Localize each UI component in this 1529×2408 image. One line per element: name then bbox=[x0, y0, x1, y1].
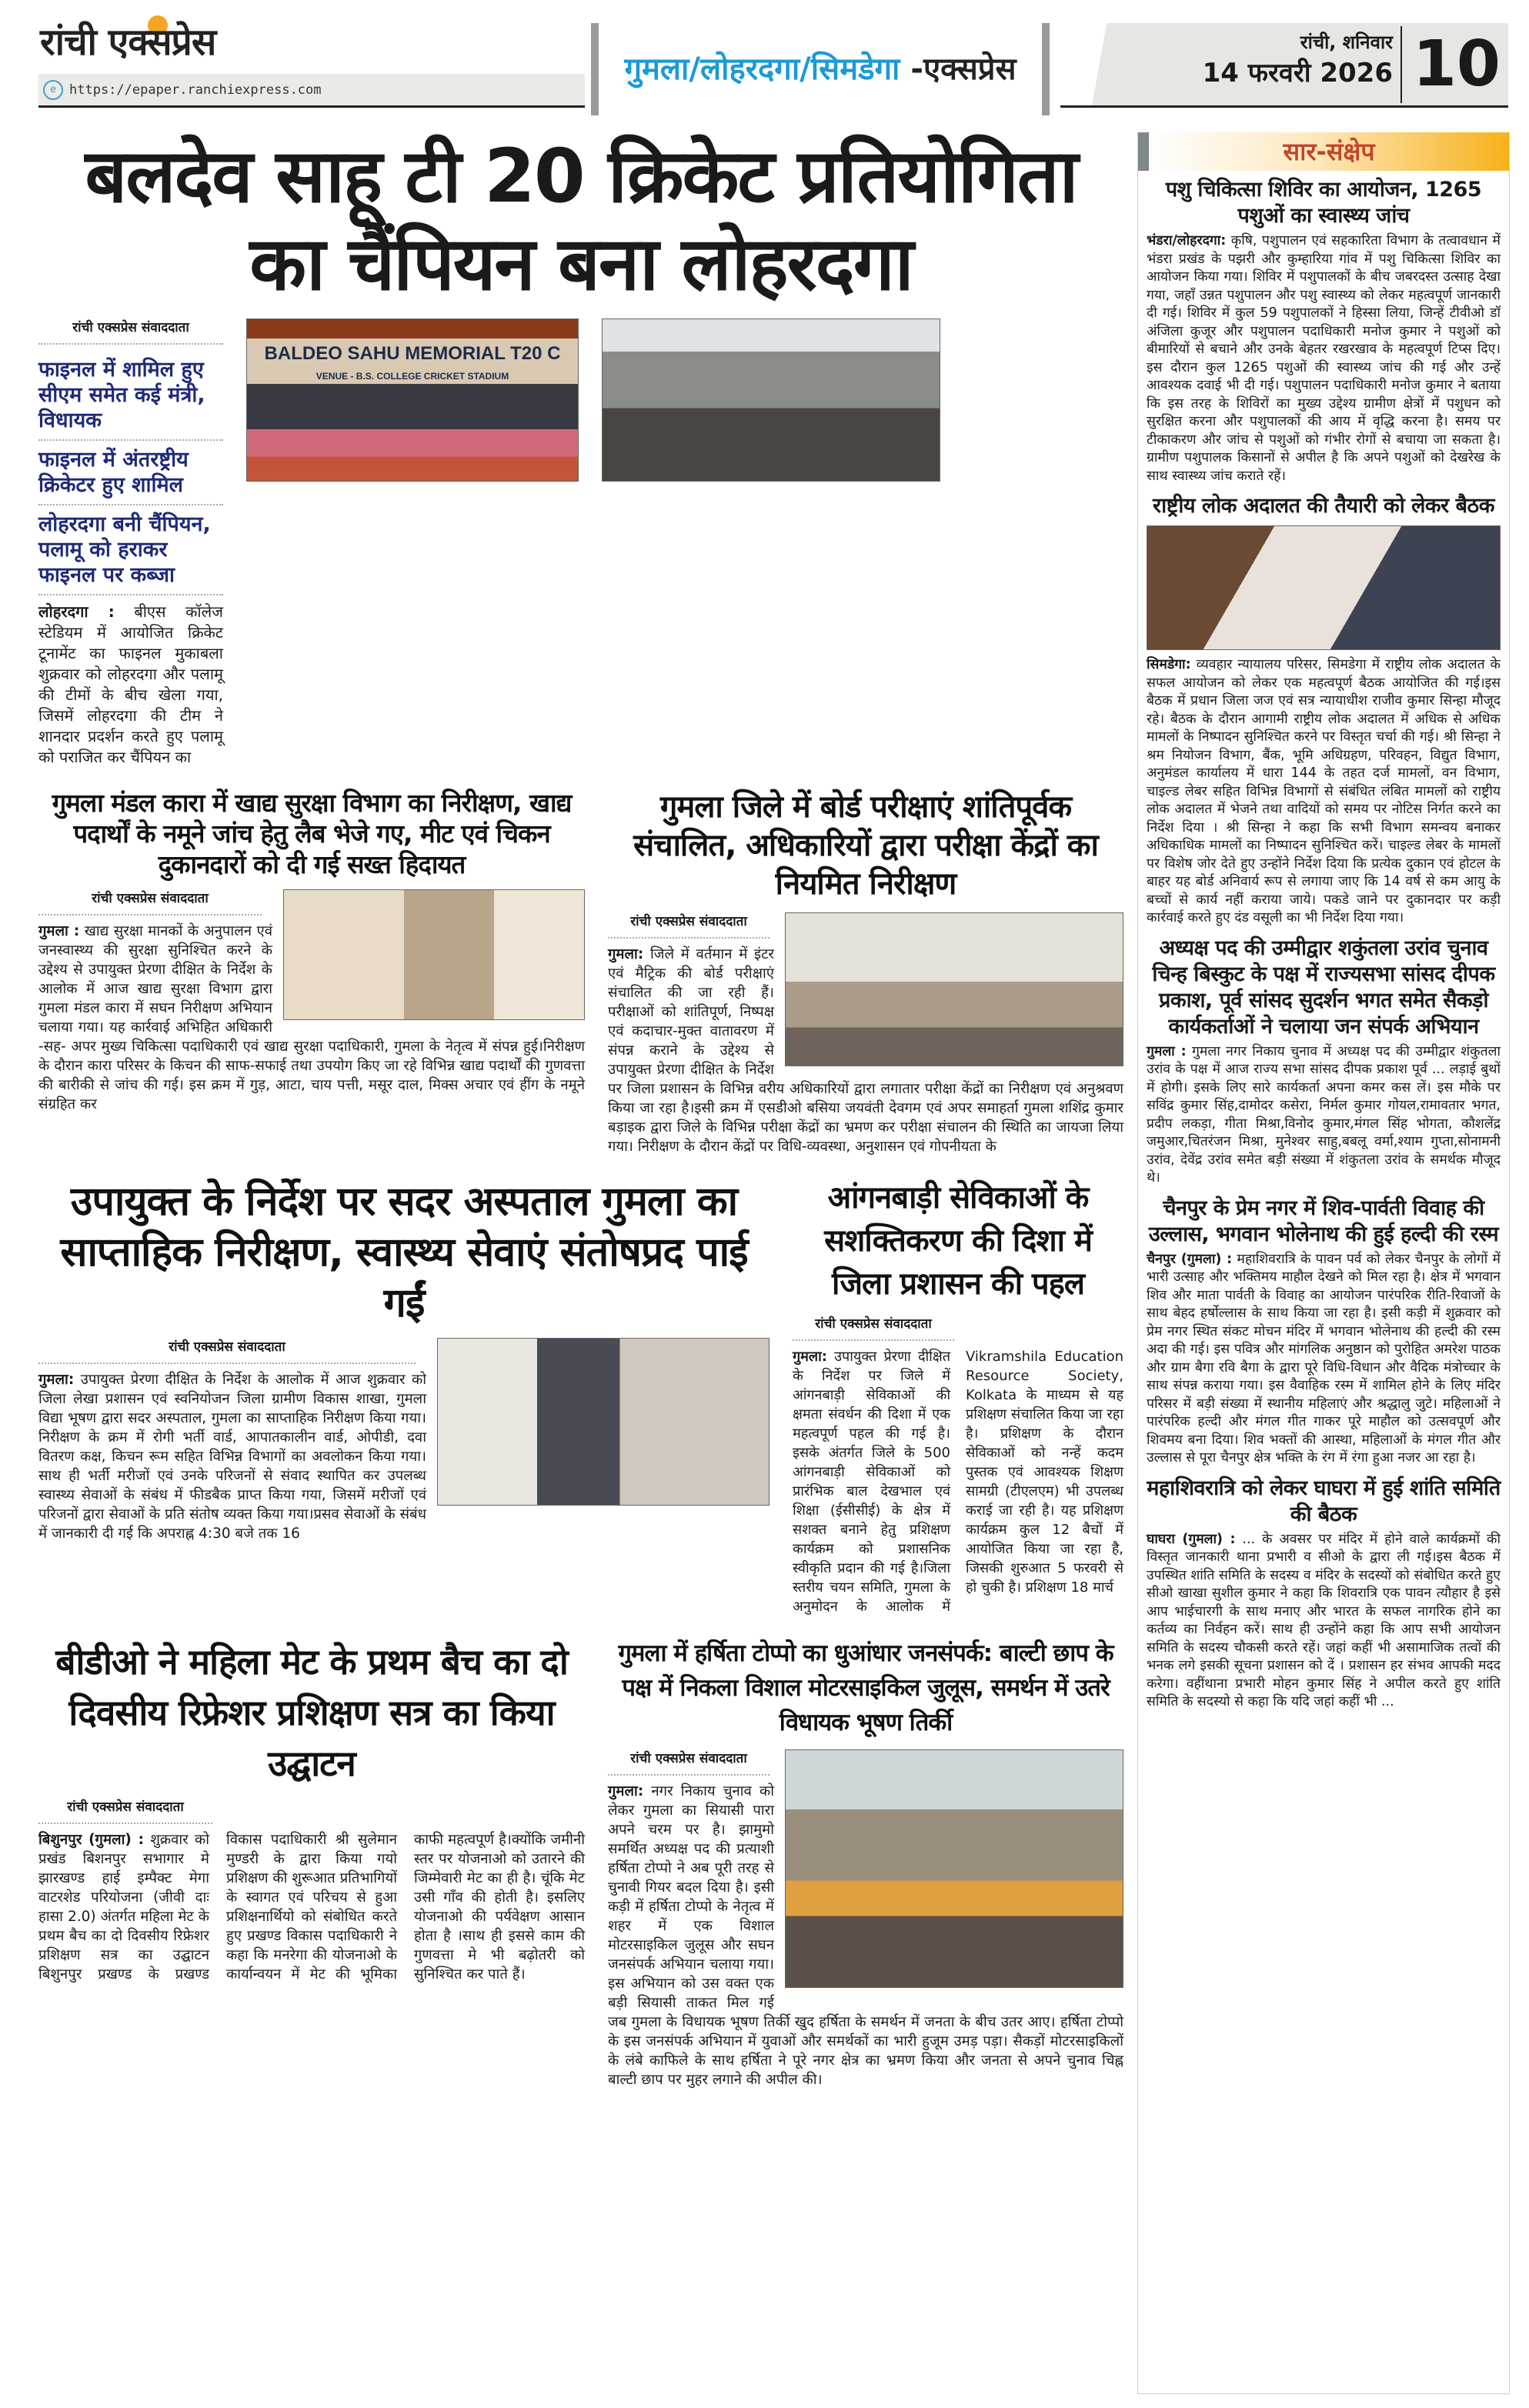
lead-sidebar bbox=[38, 319, 223, 768]
brief-headline: अध्यक्ष पद की उम्मीद्वार शकुंतला उरांव चुनाव चिन्ह बिस्कुट के पक्ष में राज्यसभा सांसद दीपक प्रकाश, पूर्व सांसद सुदर्शन भगत समेत सैकड़ो कार्यकर्ताओं ने चलाया जन संपर्क अभियान bbox=[1152, 936, 1495, 1039]
cricket-ceremony-photo bbox=[246, 319, 579, 482]
brief-body: घाघरा (गुमला) : ... के अवसर पर मंदिर में होने वाले कार्यक्रमों की विस्तृत जानकारी थाना प्रभारी व सीओ के द्वारा ली गई।इस बैठक में उपस्थित शांति समिति के सदस्य व मंदिर के सदस्यों को संबोधित करते हुए सीओ खाखा सुशील कुमार ने कहा कि शिवरात्रि एक पावन त्यौहार है इसे आप भाईचारगी के साथ मनाए और भारत के सफल नागरिक होने का कर्तव्य का निर्वहन करें। साथ ही उन्होंने कहा कि आप सभी आयोजन समिति के सदस्य चौकसी करते रहें। जहां कहीं भी असामाजिक तत्वों की भनक लगे इसकी सूचना प्रशासन को दें । प्रशासन हर संभव आपकी मदद करेगा। वहींथाना प्रभारी मोहन कुमार सिंह ने अपील करते हुए शांति समिति के सदस्यो से कहा कि यदि जहां कहीं भी ... bbox=[1147, 1531, 1501, 1709]
article-body: गुमला : खाद्य सुरक्षा मानकों के अनुपालन एवं जनस्वास्थ्य की सुरक्षा सुनिश्चित करने के उद्देश्य से उपायुक्त प्रेरणा दीक्षित के निर्देश के आलोक में आज खाद्य सुरक्षा विभाग द्वारा गुमला मंडल कारा में सघन निरीक्षण अभियान चलाया गया। यह कार्रवाई अभिहित अधिकारी -सह- अपर मुख्य चिकित्सा पदाधिकारी एवं खाद्य सुरक्षा पदाधिकारी, गुमला के नेतृत्व में संपन्न हुई।निरीक्षण के दौरान कारा परिसर के किचन की साफ-सफाई तथा उपयोग किए जा रहे विभिन्न खाद्य पदार्थों की गुणवत्ता की बारीकी से जांच की गई। इस क्रम में गुड़, आटा, चाय पत्ती, मसूर दाल, मिक्स अचार एवं हींग के नमूने संग्रहित कर bbox=[38, 923, 585, 1112]
lead-photos bbox=[246, 319, 1123, 482]
epaper-url[interactable]: https://epaper.ranchiexpress.com bbox=[69, 82, 322, 98]
brief-story bbox=[1147, 1476, 1501, 1712]
bdo-headline: बीडीओ ने महिला मेट के प्रथम बैच का दो दिवसीय रिफ्रेशर प्रशिक्षण सत्र का किया उद्घाटन bbox=[55, 1641, 568, 1784]
article-body: गुमला: नगर निकाय चुनाव को लेकर गुमला का सियासी पारा अपने चरम पर है। झामुमो समर्थित अध्यक्ष पद की प्रत्याशी हर्षिता टोप्पो ने अब पूरी तरह से चुनावी गियर बदल दिया है। इसी कड़ी में हर्षिता टोप्पो के नेतृत्व में शहर में एक विशाल मोटरसाइकिल जुलूस और सघन जनसंपर्क अभियान चलाया गया। इस अभियान को उस वक्त एक बड़ी सियासी ताकत मिल गई जब गुमला के विधायक भूषण तिर्की खुद हर्षिता के समर्थन में जनता के बीच उतर आए। हर्षिता टोप्पो के इस जनसंपर्क अभियान में युवाओं और समर्थकों का भारी हुजूम उमड़ पड़ा। सैकड़ों मोटरसाइकिलों के लंबे काफिले के साथ हर्षिता ने पूरे नगर क्षेत्र का भ्रमण किया और जनता से अपने चुनाव चिह्न बाल्टी छाप पर मुहर लगाने की अपील की। bbox=[608, 1783, 1123, 2088]
hospital-inspection-photo bbox=[437, 1338, 770, 1506]
board-exam-article: गुमला जिले में बोर्ड परीक्षाएं शांतिपूर्वक संचालित, अधिकारियों द्वारा परीक्षा केंद्रों का नियमित निरीक्षण रांची एक्सप्रेस संवाददाता गुमला: जिले में वर्तमान में इंटर एवं मैट्रिक की बोर्ड परीक्षाएं संचालित की जा रही हैं। परीक्षाओं को शांतिपूर्ण, निष्पक्ष एवं कदाचार-मुक्त वातावरण में संपन्न कराने के उद्देश्य से उपायुक्त प्रेरणा दीक्षित के निर्देश पर जिला प्रशासन के विभिन्न वरीय अधिकारियों द्वारा लगातार परीक्षा केंद्रों का निरीक्षण एवं अनुश्रवण किया जा रहा है।इसी क्रम में एसडीओ बसिया जयवंती देवगम एवं अपर समाहर्ता गुमला शशिंद्र कुमार बड़ाइक द्वारा जिले के विभिन्न परीक्षा केंद्रों का भ्रमण कर परीक्षा संचालन की स्थिति का जायजा लिया गया। निरीक्षण के दौरान केंद्रों पर विधि-व्यवस्था, अनुशासन एवं गोपनीयता के bbox=[608, 789, 1123, 1155]
byline: रांची एक्सप्रेस संवाददाता bbox=[38, 319, 223, 345]
brief-story bbox=[1147, 936, 1501, 1188]
brief-story bbox=[1147, 1196, 1501, 1468]
issue-date: 14 फरवरी 2026 bbox=[1202, 58, 1393, 88]
harshita-headline: गुमला में हर्षिता टोप्पो का धुआंधार जनसंपर्क: बाल्टी छाप के पक्ष में निकला विशाल मोटरसाइकिल जुलूस, समर्थन में उतरे विधायक भूषण तिर्की bbox=[618, 1639, 1113, 1736]
brief-body: गुमला : गुमला नगर निकाय चुनाव में अध्यक्ष पद की उम्मीद्वार शंकुतला उरांव के पक्ष में आज राज्य सभा सांसद दीपक प्रकाश पूर्व ... लड़ाई बुथों में होगी। इसके लिए सारे कार्यकर्ता अपना कमर कस लें। इस मौके पर सविंद्र कुमार सिंह,दामोदर कसेरा, निर्मल कुमार गोयल,रामावतार भगत, प्रदीप लकड़ा, गीता मिश्रा,विनोद कुमार,मंगल सिंह भोगता, कौशलेंद्र जमुआर,चितरंजन मिश्रा, मुनेश्वर साहु,बबलू वर्मा,श्याम गुप्ता,सोनामनी उरांव, देवेंद्र उरांव समेत बड़ी संख्या में शंकुतला उरांव के समर्थक मौजूद थे। bbox=[1147, 1043, 1501, 1186]
section-title: गुमला/लोहरदगा/सिमडेगा -एक्सप्रेस bbox=[591, 23, 1050, 115]
anganwadi-article: आंगनबाड़ी सेविकाओं के सशक्तिकरण की दिशा में जिला प्रशासन की पहल रांची एक्सप्रेस संवाददाता गुमला: उपायुक्त प्रेरणा दीक्षित के निर्देश पर जिले में आंगनबाड़ी सेविकाओं की क्षमता संवर्धन की दिशा में एक महत्वपूर्ण पहल की गई है। इसके अंतर्गत जिले के 500 आंगनबाड़ी सेविकाओं को प्रारंभिक बाल देखभाल एवं शिक्षा (ईसीसीई) के क्षेत्र में सशक्त बनाने हेतु प्रशिक्षण कार्यक्रम को प्रशासनिक स्वीकृति प्रदान की गई है।जिला स्तरीय चयन समिति, गुमला के अनुमोदन के आलोक में Vikramshila Education Resource Society, Kolkata के माध्यम से यह प्रशिक्षण संचालित किया जा रहा है। प्रशिक्षण के दौरान सेविकाओं को नन्हें कदम पुस्तक एवं आवश्यक शिक्षण सामग्री (टीएलएम) भी उपलब्ध कराई जा रही है। यह प्रशिक्षण कार्यक्रम कुल 12 बैचों में आयोजित किया जा रहा है, जिसकी शुरुआत 5 फरवरी से हो चुकी है। प्रशिक्षण 18 मार्च bbox=[793, 1176, 1123, 1616]
anganwadi-headline: आंगनबाड़ी सेविकाओं के सशक्तिकरण की दिशा में जिला प्रशासन की पहल bbox=[824, 1180, 1092, 1302]
photo-banner: BALDEO SAHU MEMORIAL T20 C VENUE - B.S. COLLEGE CRICKET STADIUM bbox=[264, 343, 561, 382]
news-row bbox=[38, 1636, 1123, 2089]
cricket-crowd-photo bbox=[602, 319, 940, 482]
city-day: रांची, शनिवार bbox=[1300, 32, 1393, 53]
brief-headline: राष्ट्रीय लोक अदालत की तैयारी को लेकर बैठक bbox=[1153, 494, 1494, 518]
date-box bbox=[1060, 23, 1508, 108]
board-exam-headline: गुमला जिले में बोर्ड परीक्षाएं शांतिपूर्वक संचालित, अधिकारियों द्वारा परीक्षा केंद्रों का नियमित निरीक्षण bbox=[633, 789, 1098, 902]
food-inspection-photo bbox=[283, 889, 585, 1020]
subhead: फाइनल में अंतरष्ट्रीय क्रिकेटर हुए शामिल bbox=[38, 441, 223, 505]
article-body: बिशुनपुर (गुमला) : शुक्रवार को प्रखंड बिशनपुर सभागार मे झारखण्ड हाई इम्पैक्ट मेगा वाटरशेड परियोजना (जीवी दाः हासा 2.0) अंतर्गत महिला मेट के प्रथम बैच का दो दिवसीय रिफ्रेशर प्रशिक्षण सत्र का उद्घाटन बिशुनपुर प्रखण्ड के प्रखण्ड विकास पदाधिकारी श्री सुलेमान मुण्डरी के द्वारा किया गयो प्रशिक्षण की शुरूआत प्रतिभागियों के स्वागत एवं परिचय से हुआ प्रशिक्षनार्थियो को संबोधित करते हुए प्रखण्ड विकास पदाधिकारी ने कहा कि मनरेगा की योजनाओ के कार्यान्वयन में मेट की भूमिका काफी महत्वपूर्ण है।क्योंकि जमीनी स्तर पर योजनाओ को उतारने की जिम्मेवारी मेट का ही है। चूंकि मेट उसी गाँव की होती है। इसलिए योजनाओ की पर्यवेक्षण आसान होता है ।साथ ही इससे काम की गुणवत्ता मे भी बढ़ोतरी को सुनिश्चित कर पाते हैं। bbox=[38, 1832, 585, 1983]
article-body: गुमला: उपायुक्त प्रेरणा दीक्षित के निर्देश पर जिले में आंगनबाड़ी सेविकाओं की क्षमता संवर्धन की दिशा में एक महत्वपूर्ण पहल की गई है। इसके अंतर्गत जिले के 500 आंगनबाड़ी सेविकाओं को प्रारंभिक बाल देखभाल एवं शिक्षा (ईसीसीई) के क्षेत्र में सशक्त बनाने हेतु प्रशिक्षण कार्यक्रम को प्रशासनिक स्वीकृति प्रदान की गई है।जिला स्तरीय चयन समिति, गुमला के अनुमोदन के आलोक में Vikramshila Education Resource Society, Kolkata के माध्यम से यह प्रशिक्षण संचालित किया जा रहा है। प्रशिक्षण के दौरान सेविकाओं को नन्हें कदम पुस्तक एवं आवश्यक शिक्षण सामग्री (टीएलएम) भी उपलब्ध कराई जा रही है। यह प्रशिक्षण कार्यक्रम कुल 12 बैचों में आयोजित किया जा रहा है, जिसकी शुरुआत 5 फरवरी से हो चुकी है। प्रशिक्षण 18 मार्च bbox=[793, 1349, 1123, 1615]
main-news-area bbox=[38, 132, 1123, 2110]
article-body: गुमला: उपायुक्त प्रेरणा दीक्षित के निर्देश के आलोक में आज शुक्रवार को जिला लेखा प्रशासन एवं स्वनियोजन जिला ग्रामीण विकास शाखा, गुमला विद्या भूषण द्वारा सदर अस्पताल, गुमला का साप्ताहिक निरीक्षण किया गया।निरीक्षण के क्रम में रोगी भर्ती वार्ड, आपातकालीन वार्ड, ओपीडी, दवा वितरण कक्ष, किचन रूम सहित विभिन्न विभागों का अवलोकन किया गया। साथ ही भर्ती मरीजों एवं उनके परिजनों से संवाद स्थापित कर उपलब्ध स्वास्थ्य सेवाओं के संबंध में फीडबैक प्राप्त किया गया, जिसमें मरीजों एवं परिजनों द्वारा सेवाओं के प्रति संतोष व्यक्त किया गया।प्रसव सेवाओं के संबंध में जानकारी दी गई कि अपराह्न 4:30 बजे तक 16 bbox=[38, 1372, 426, 1542]
sidebar-title: सार-संक्षेप bbox=[1138, 132, 1509, 171]
brief-headline: महाशिवरात्रि को लेकर घाघरा में हुई शांति समिति की बैठक bbox=[1147, 1476, 1501, 1526]
brief-story bbox=[1147, 493, 1501, 928]
lead-headline: बलदेव साहू टी 20 क्रिकेट प्रतियोगिता का चैंपियन बना लोहरदगा bbox=[85, 133, 1077, 307]
news-row bbox=[38, 1176, 1123, 1616]
article-body: लोहरदगा : बीएस कॉलेज स्टेडियम में आयोजित क्रिकेट टूनामेंट का फाइनल मुकाबला शुक्रवार को लोहरदगा और पलामू की टीमों के बीच खेला गया, जिसमें लोहरदगा की टीम ने शानदार प्रदर्शन करते हुए पलामू को पराजित कर चैंपियन का bbox=[38, 602, 224, 766]
subhead: लोहरदगा बनी चैंपियन, पलामू को हराकर फाइनल पर कब्जा bbox=[38, 505, 223, 595]
sidebar-box bbox=[1137, 132, 1510, 2394]
epaper-url-bar bbox=[38, 74, 585, 108]
newspaper-logo: रांची एक्सप्रेस bbox=[40, 20, 215, 65]
globe-icon: e bbox=[43, 80, 63, 100]
exam-centre-photo bbox=[785, 912, 1123, 1066]
brief-body: सिमडेगा: व्यवहार न्यायालय परिसर, सिमडेगा में राष्ट्रीय लोक अदालत के सफल आयोजन को लेकर एक महत्वपूर्ण बैठक आयोजित की गई।इस बैठक में प्रधान जिला जज एवं सत्र न्यायाधीश राजीव कुमार सिन्हा मौजूद रहे। बैठक के दौरान आगामी राष्ट्रीय लोक अदालत में अधिक से अधिक मामलों के निष्पादन सुनिश्चित करने पर विस्तृत चर्चा की गई। श्री सिन्हा ने श्रम नियोजन विभाग, बैंक, भूमि अधिग्रहण, परिवहन, विद्युत विभाग, अनुमंडल कार्यालय में धारा 144 के तहत दर्ज मामलों, वन विभाग, चाइल्ड लेबर सहित विभिन्न विभागों से संबंधित लंबित मामलों को राष्ट्रीय लोक अदालत में भेजने तथा वादियों को समय पर नोटिस निर्गत करने का निर्देश दिया । श्री सिन्हा ने कहा कि सभी विभाग समन्वय बनाकर अधिकाधिक मामलों का निष्पादन सुनिश्चित करें। चाइल्ड लेबर के मामलों पर विशेष जोर देते हुए उन्होंने निर्देश दिया कि प्रत्येक दुकान एवं होटल के बाहर यह बोर्ड अनिवार्य रूप से लगाया जाए कि 14 वर्ष से कम आयु के बच्चों से कार्य नहीं कराया जाये। पकडे जाने पर दुकानदार पर कड़ी कार्रवाई करते हुए दंड वसूली का भी निर्देश दिया गया। bbox=[1147, 657, 1501, 926]
harshita-article: गुमला में हर्षिता टोप्पो का धुआंधार जनसंपर्क: बाल्टी छाप के पक्ष में निकला विशाल मोटरसाइकिल जुलूस, समर्थन में उतरे विधायक भूषण तिर्की रांची एक्सप्रेस संवाददाता गुमला: नगर निकाय चुनाव को लेकर गुमला का सियासी पारा अपने चरम पर है। झामुमो समर्थित अध्यक्ष पद की प्रत्याशी हर्षिता टोप्पो ने अब पूरी तरह से चुनावी गियर बदल दिया है। इसी कड़ी में हर्षिता टोप्पो के नेतृत्व में शहर में एक विशाल मोटरसाइकिल जुलूस और सघन जनसंपर्क अभियान चलाया गया। इस अभियान को उस वक्त एक बड़ी सियासी ताकत मिल गई जब गुमला के विधायक भूषण तिर्की खुद हर्षिता के समर्थन में जनता के बीच उतर आए। हर्षिता टोप्पो के इस जनसंपर्क अभियान में युवाओं और समर्थकों का भारी हुजूम उमड़ पड़ा। सैकड़ों मोटरसाइकिलों के लंबे काफिले के साथ हर्षिता ने पूरे नगर क्षेत्र का भ्रमण किया और जनता से अपने चुनाव चिह्न बाल्टी छाप पर मुहर लगाने की अपील की। bbox=[608, 1636, 1123, 2089]
article-body: गुमला: जिले में वर्तमान में इंटर एवं मैट्रिक की बोर्ड परीक्षाएं संचालित की जा रही हैं। परीक्षाओं को शांतिपूर्ण, निष्पक्ष एवं कदाचार-मुक्त वातावरण में संपन्न कराने के उद्देश्य से उपायुक्त प्रेरणा दीक्षित के निर्देश पर जिला प्रशासन के विभिन्न वरीय अधिकारियों द्वारा लगातार परीक्षा केंद्रों का निरीक्षण एवं अनुश्रवण किया जा रहा है।इसी क्रम में एसडीओ बसिया जयवंती देवगम एवं अपर समाहर्ता गुमला शशिंद्र कुमार बड़ाइक द्वारा जिले के विभिन्न परीक्षा केंद्रों का भ्रमण कर परीक्षा संचालन की स्थिति का जायजा लिया गया। निरीक्षण के दौरान केंद्रों पर विधि-व्यवस्था, अनुशासन एवं गोपनीयता के bbox=[608, 946, 1123, 1155]
brief-headline: चैनपुर के प्रेम नगर में शिव-पार्वती विवाह की उल्लास, भगवान भोलेनाथ की हुई हल्दी की रस्म bbox=[1148, 1196, 1499, 1246]
brief-body: भंडरा/लोहरदगा: कृषि, पशुपालन एवं सहकारिता विभाग के तत्वावधान में भंडरा प्रखंड के पझरी और कुम्हारिया गांव में पशु चिकित्सा शिविर का आयोजन किया गया। शिविर में पशुपालकों के बीच जबरदस्त उत्साह देखा गया, जहाँ उन्नत पशुपालन और पशु स्वास्थ्य को लेकर महत्वपूर्ण जानकारी दी गई। शिविर में कुल 59 पशुपालकों ने हिस्सा लिया, जिन्हें टीवीओ डॉ अंजिला कुजूर और पशुपालन पदाधिकारी मनोज कुमार ने पशुओं को बीमारियों से बचाने और उनके बेहतर रखरखाव के महत्वपूर्ण टिप्स दिए। इस दौरान कुल 1265 पशुओं की स्वास्थ्य जांच की गई और उन्हें आवश्यक दवाई भी दी गई। पशुपालन पदाधिकारी मनोज कुमार ने बताया कि इस तरह के शिविरों का मुख्य उद्देश्य ग्रामीण क्षेत्रों में पशुधन को सुरक्षित करना और पशुपालकों की आय में वृद्धि करना है। समय पर टीकाकरण और जांच से पशुओं को गंभीर रोगों से बचाया जा सकता है। ग्रामीण पशुपालक किसानों से अपील है कि अपने पशुओं को देखरेख के साथ स्वास्थ्य जांच कराते रहें। bbox=[1147, 233, 1501, 484]
lead-story bbox=[38, 319, 1123, 768]
brief-story bbox=[1147, 177, 1501, 485]
hospital-headline: उपायुक्त के निर्देश पर सदर अस्पताल गुमला का साप्ताहिक निरीक्षण, स्वास्थ्य सेवाएं संतोषप्रद पाई गईं bbox=[60, 1179, 748, 1326]
hospital-article: उपायुक्त के निर्देश पर सदर अस्पताल गुमला का साप्ताहिक निरीक्षण, स्वास्थ्य सेवाएं संतोषप्रद पाई गईं रांची एक्सप्रेस संवाददाता गुमला: उपायुक्त प्रेरणा दीक्षित के निर्देश के आलोक में आज शुक्रवार को जिला लेखा प्रशासन एवं स्वनियोजन जिला ग्रामीण विकास शाखा, गुमला विद्या भूषण द्वारा सदर अस्पताल, गुमला का साप्ताहिक निरीक्षण किया गया।निरीक्षण के क्रम में रोगी भर्ती वार्ड, आपातकालीन वार्ड, ओपीडी, दवा वितरण कक्ष, किचन रूम सहित विभिन्न विभागों का अवलोकन किया गया। साथ ही भर्ती मरीजों एवं उनके परिजनों से संवाद स्थापित कर उपलब्ध स्वास्थ्य सेवाओं के संबंध में फीडबैक प्राप्त किया गया, जिसमें मरीजों एवं परिजनों द्वारा सेवाओं के प्रति संतोष व्यक्त किया गया।प्रसव सेवाओं के संबंध में जानकारी दी गई कि अपराह्न 4:30 बजे तक 16 bbox=[38, 1176, 770, 1543]
page-number: 10 bbox=[1400, 26, 1501, 103]
subhead: फाइनल में शामिल हुए सीएम समेत कई मंत्री, विधायक bbox=[38, 351, 223, 441]
food-safety-headline: गुमला मंडल कारा में खाद्य सुरक्षा विभाग का निरीक्षण, खाद्य पदार्थों के नमूने जांच हेतु लैब भेजे गए, मीट एवं चिकन दुकानदारों को दी गई सख्त हिदायत bbox=[52, 788, 572, 879]
news-row bbox=[38, 788, 1123, 1156]
food-safety-article: गुमला मंडल कारा में खाद्य सुरक्षा विभाग का निरीक्षण, खाद्य पदार्थों के नमूने जांच हेतु लैब भेजे गए, मीट एवं चिकन दुकानदारों को दी गई सख्त हिदायत रांची एक्सप्रेस संवाददाता गुमला : खाद्य सुरक्षा मानकों के अनुपालन एवं जनस्वास्थ्य की सुरक्षा सुनिश्चित करने के उद्देश्य से उपायुक्त प्रेरणा दीक्षित के निर्देश के आलोक में आज खाद्य सुरक्षा विभाग द्वारा गुमला मंडल कारा में सघन निरीक्षण अभियान चलाया गया। यह कार्रवाई अभिहित अधिकारी -सह- अपर मुख्य चिकित्सा पदाधिकारी एवं खाद्य सुरक्षा पदाधिकारी, गुमला के नेतृत्व में संपन्न हुई।निरीक्षण के दौरान कारा परिसर के किचन की साफ-सफाई तथा उपयोग किए जा रहे विभिन्न खाद्य पदार्थों की गुणवत्ता की बारीकी से जांच की गई। इस क्रम में गुड़, आटा, चाय पत्ती, मसूर दाल, मिक्स अचार एवं हींग के नमूने संग्रहित कर bbox=[38, 788, 585, 1112]
brief-body: चैनपुर (गुमला) : महाशिवरात्रि के पावन पर्व को लेकर चैनपुर के लोगों में भारी उत्साह और भक्तिमय माहौल देखने को मिल रहा है। क्षेत्र में भगवान शिव और माता पार्वती के विवाह का आयोजन पारंपरिक रीति-रिवाजों के साथ बेहद हर्षोल्लास के साथ किया जा रहा है। इसी कड़ी में शुक्रवार को प्रेम नगर स्थित संकट मोचन मंदिर में भगवान भोलेनाथ की हल्दी की रस्म अदा की गई। इस पवित्र और मांगलिक अनुष्ठान को पुरोहित अमरेश पाठक और ग्राम बैगा रवि बैगा के द्वारा पूरे विधि-विधान और वैदिक मंत्रोच्चार के साथ संपन्न कराया गया। इस वैवाहिक रस्म में शामिल होने के लिए मंदिर परिसर में बड़ी संख्या में स्थानीय महिलाएं और श्रद्धालु जुटे। महिलाओं ने पारंपरिक हल्दी और मंगल गीत गाकर पूरे माहौल को उत्सवपूर्ण और शिवमय बना दिया। शिव भक्तों की आस्था, महिलाओं के मंगल गीत और उल्लास से पूरा चैनपुर क्षेत्र भक्ति के रंग में रंगा हुआ नजर आ रहा है। bbox=[1147, 1251, 1501, 1466]
lok-adalat-meeting-photo bbox=[1147, 525, 1501, 650]
rally-photo bbox=[785, 1749, 1123, 1988]
bdo-article: बीडीओ ने महिला मेट के प्रथम बैच का दो दिवसीय रिफ्रेशर प्रशिक्षण सत्र का किया उद्घाटन रांची एक्सप्रेस संवाददाता बिशुनपुर (गुमला) : शुक्रवार को प्रखंड बिशनपुर सभागार मे झारखण्ड हाई इम्पैक्ट मेगा वाटरशेड परियोजना (जीवी दाः हासा 2.0) अंतर्गत महिला मेट के प्रथम बैच का दो दिवसीय रिफ्रेशर प्रशिक्षण सत्र का उद्घाटन बिशुनपुर प्रखण्ड के प्रखण्ड विकास पदाधिकारी श्री सुलेमान मुण्डरी के द्वारा किया गयो प्रशिक्षण की शुरूआत प्रतिभागियों के स्वागत एवं परिचय से हुआ प्रशिक्षनार्थियो को संबोधित करते हुए प्रखण्ड विकास पदाधिकारी ने कहा कि मनरेगा की योजनाओ के कार्यान्वयन में मेट की भूमिका काफी महत्वपूर्ण है।क्योंकि जमीनी स्तर पर योजनाओ को उतारने की जिम्मेवारी मेट का ही है। चूंकि मेट उसी गाँव की होती है। इसलिए योजनाओ की पर्यवेक्षण आसान होता है ।साथ ही इससे काम की गुणवत्ता मे भी बढ़ोतरी को सुनिश्चित कर पाते हैं। bbox=[38, 1636, 585, 1984]
brief-headline: पशु चिकित्सा शिविर का आयोजन, 1265 पशुओं का स्वास्थ्य जांच bbox=[1165, 178, 1482, 228]
